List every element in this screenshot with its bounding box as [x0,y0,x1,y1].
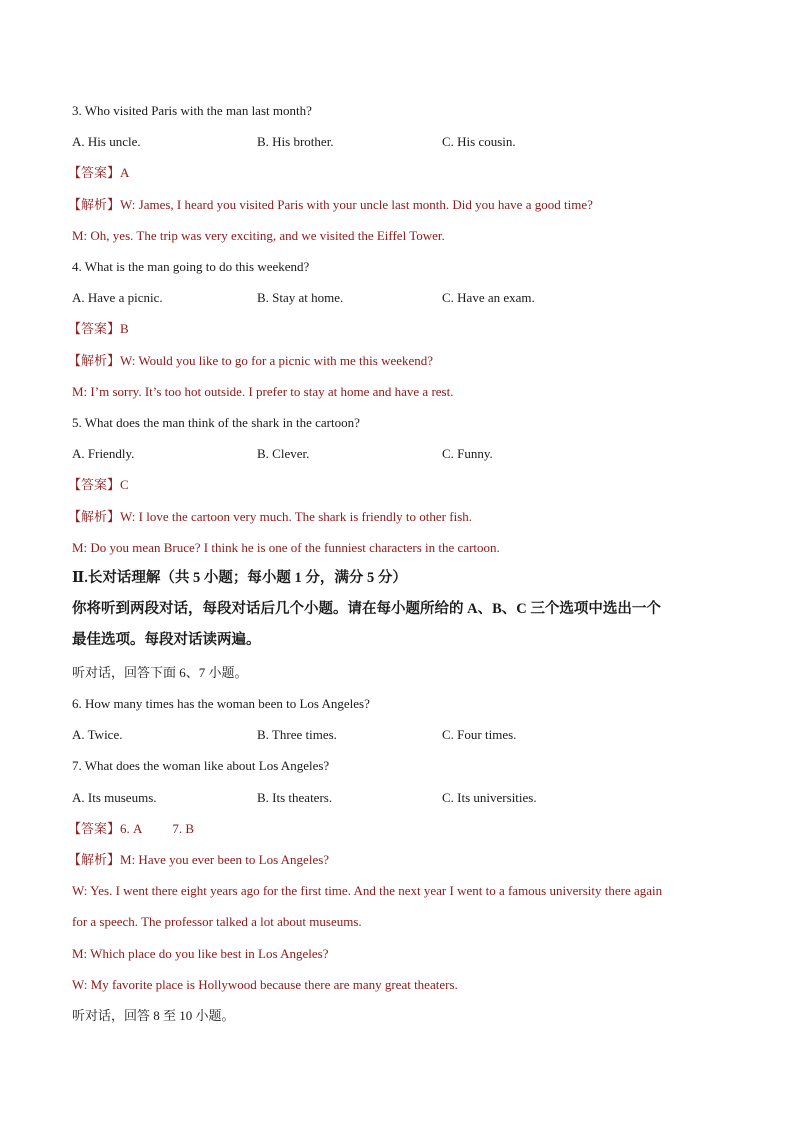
option-c: C. Four times. [442,727,517,742]
option-c: C. Funny. [442,446,493,461]
section-instruction-line-2: 最佳选项。每段对话读两遍。 [72,632,261,648]
analysis-5 [68,508,734,526]
option-a: A. Twice. [72,727,123,742]
option-a: A. Friendly. [72,446,135,461]
section-instruction: 你将听到两段对话，每段对话后几个小题。请在每小题所给的 A、B、C 三个选项中选出一个 [72,601,661,617]
answer-tag: 【答案】 [68,821,121,836]
analysis-4 [68,352,734,370]
question-5: 5. What does the man think of the shark in the cartoon? [72,415,360,430]
answer-6-7 [68,820,734,838]
section-heading: Ⅱ.长对话理解（共 5 小题；每小题 1 分，满分 5 分） [72,570,407,586]
option-c: C. His cousin. [442,134,516,149]
analysis-6-7 [68,851,734,869]
analysis-4-line-2: M: I’m sorry. It’s too hot outside. I prefer to stay at home and have a rest. [72,384,454,399]
analysis-tag: 【解析】 [68,852,121,867]
answer-tag: 【答案】 [68,321,121,336]
answer-4 [68,320,734,338]
answer-7: 7. B [172,821,195,836]
option-a: A. Its museums. [72,790,157,805]
analysis-text: M: Have you ever been to Los Angeles? [120,852,330,867]
analysis-tag: 【解析】 [68,197,121,212]
option-c: C. Have an exam. [442,290,535,305]
answer-value: A [120,165,130,180]
analysis-6-7-line-5: W: My favorite place is Hollywood because there are many great theaters. [72,977,458,992]
answer-value: B [120,321,129,336]
analysis-5-line-2: M: Do you mean Bruce? I think he is one of the funniest characters in the cartoon. [72,540,500,555]
analysis-6-7-line-3: for a speech. The professor talked a lot about museums. [72,914,362,929]
question-4: 4. What is the man going to do this weekend? [72,259,310,274]
analysis-tag: 【解析】 [68,509,121,524]
answer-6: 6. A [120,821,143,836]
listen-instruction-6-7: 听对话，回答下面 6、7 小题。 [72,665,248,680]
option-b: B. Its theaters. [257,790,333,805]
option-a: A. His uncle. [72,134,141,149]
analysis-text: W: James, I heard you visited Paris with your uncle last month. Did you have a good time? [120,197,593,212]
analysis-3 [68,196,734,214]
option-b: B. His brother. [257,134,334,149]
analysis-6-7-line-4: M: Which place do you like best in Los Angeles? [72,946,329,961]
analysis-text: W: I love the cartoon very much. The shark is friendly to other fish. [120,509,472,524]
analysis-6-7-line-2: W: Yes. I went there eight years ago for the first time. And the next year I went to a famous university there again [72,883,663,898]
answer-tag: 【答案】 [68,477,121,492]
analysis-text: W: Would you like to go for a picnic with me this weekend? [120,353,434,368]
analysis-tag: 【解析】 [68,353,121,368]
option-b: B. Three times. [257,727,337,742]
option-c: C. Its universities. [442,790,537,805]
listen-instruction-8-10: 听对话，回答 8 至 10 小题。 [72,1008,235,1023]
answer-3 [68,164,734,182]
option-a: A. Have a picnic. [72,290,163,305]
question-7: 7. What does the woman like about Los Angeles? [72,758,330,773]
question-3: 3. Who visited Paris with the man last month? [72,103,312,118]
option-b: B. Stay at home. [257,290,344,305]
question-6: 6. How many times has the woman been to Los Angeles? [72,696,370,711]
answer-5 [68,476,734,494]
answer-value: C [120,477,129,492]
analysis-3-line-2: M: Oh, yes. The trip was very exciting, and we visited the Eiffel Tower. [72,228,445,243]
answer-tag: 【答案】 [68,165,121,180]
option-b: B. Clever. [257,446,310,461]
